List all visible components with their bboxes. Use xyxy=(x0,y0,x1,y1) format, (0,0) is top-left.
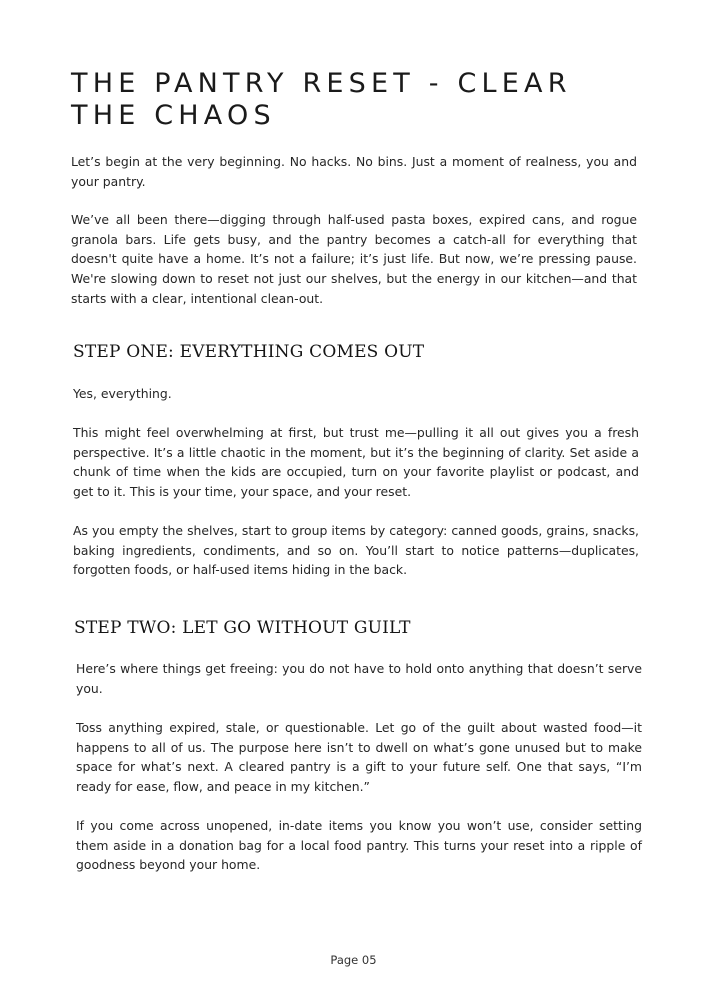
step-two-paragraph: Toss anything expired, stale, or questionable. Let go of the guilt about wasted food—it happens to all of us. The purpose here isn’t to dwell on what’s gone unused but to make space for what’s next. A cleared pantry is a gift to your future self. One that says, “I’m ready for ease, flow, and peace in my kitchen.” xyxy=(76,720,642,795)
step-two-paragraph: If you come across unopened, in-date items you know you won’t use, consider setting them aside in a donation bag for a local food pantry. This turns your reset into a ripple of goodness beyond your home. xyxy=(76,818,642,873)
step-one-paragraph: Yes, everything. xyxy=(73,386,172,401)
step-one-paragraph: This might feel overwhelming at first, but trust me—pulling it all out gives you a fresh perspective. It’s a little chaotic in the moment, but it’s the beginning of clarity. Set aside a chunk of time when the kids are occupied, turn on your favorite playlist or podcast, and get to it. This is your time, your space, and your reset. xyxy=(73,425,639,500)
page-number: Page 05 xyxy=(330,953,377,967)
intro-paragraph: We’ve all been there—digging through half-used pasta boxes, expired cans, and rogue granola bars. Life gets busy, and the pantry becomes a catch-all for everything that doesn't quite have a home. It’s not a failure; it’s just life. But now, we’re pressing pause. We're slowing down to reset not just our shelves, but the energy in our kitchen—and that starts with a clear, intentional clean-out. xyxy=(71,212,637,306)
step-one-paragraph: As you empty the shelves, start to group items by category: canned goods, grains, snacks, baking ingredients, condiments, and so on. You’ll start to notice patterns—duplicates, forgotten foods, or half-used items hiding in the back. xyxy=(73,523,639,578)
section-heading-step-one: STEP ONE: EVERYTHING COMES OUT xyxy=(73,342,425,362)
section-heading-step-two: STEP TWO: LET GO WITHOUT GUILT xyxy=(74,618,411,638)
step-two-paragraph: Here’s where things get freeing: you do not have to hold onto anything that doesn’t serve you. xyxy=(76,661,642,696)
page-title: THE PANTRY RESET - CLEAR THE CHAOS xyxy=(71,68,572,131)
intro-paragraph: Let’s begin at the very beginning. No hacks. No bins. Just a moment of realness, you and your pantry. xyxy=(71,154,637,189)
